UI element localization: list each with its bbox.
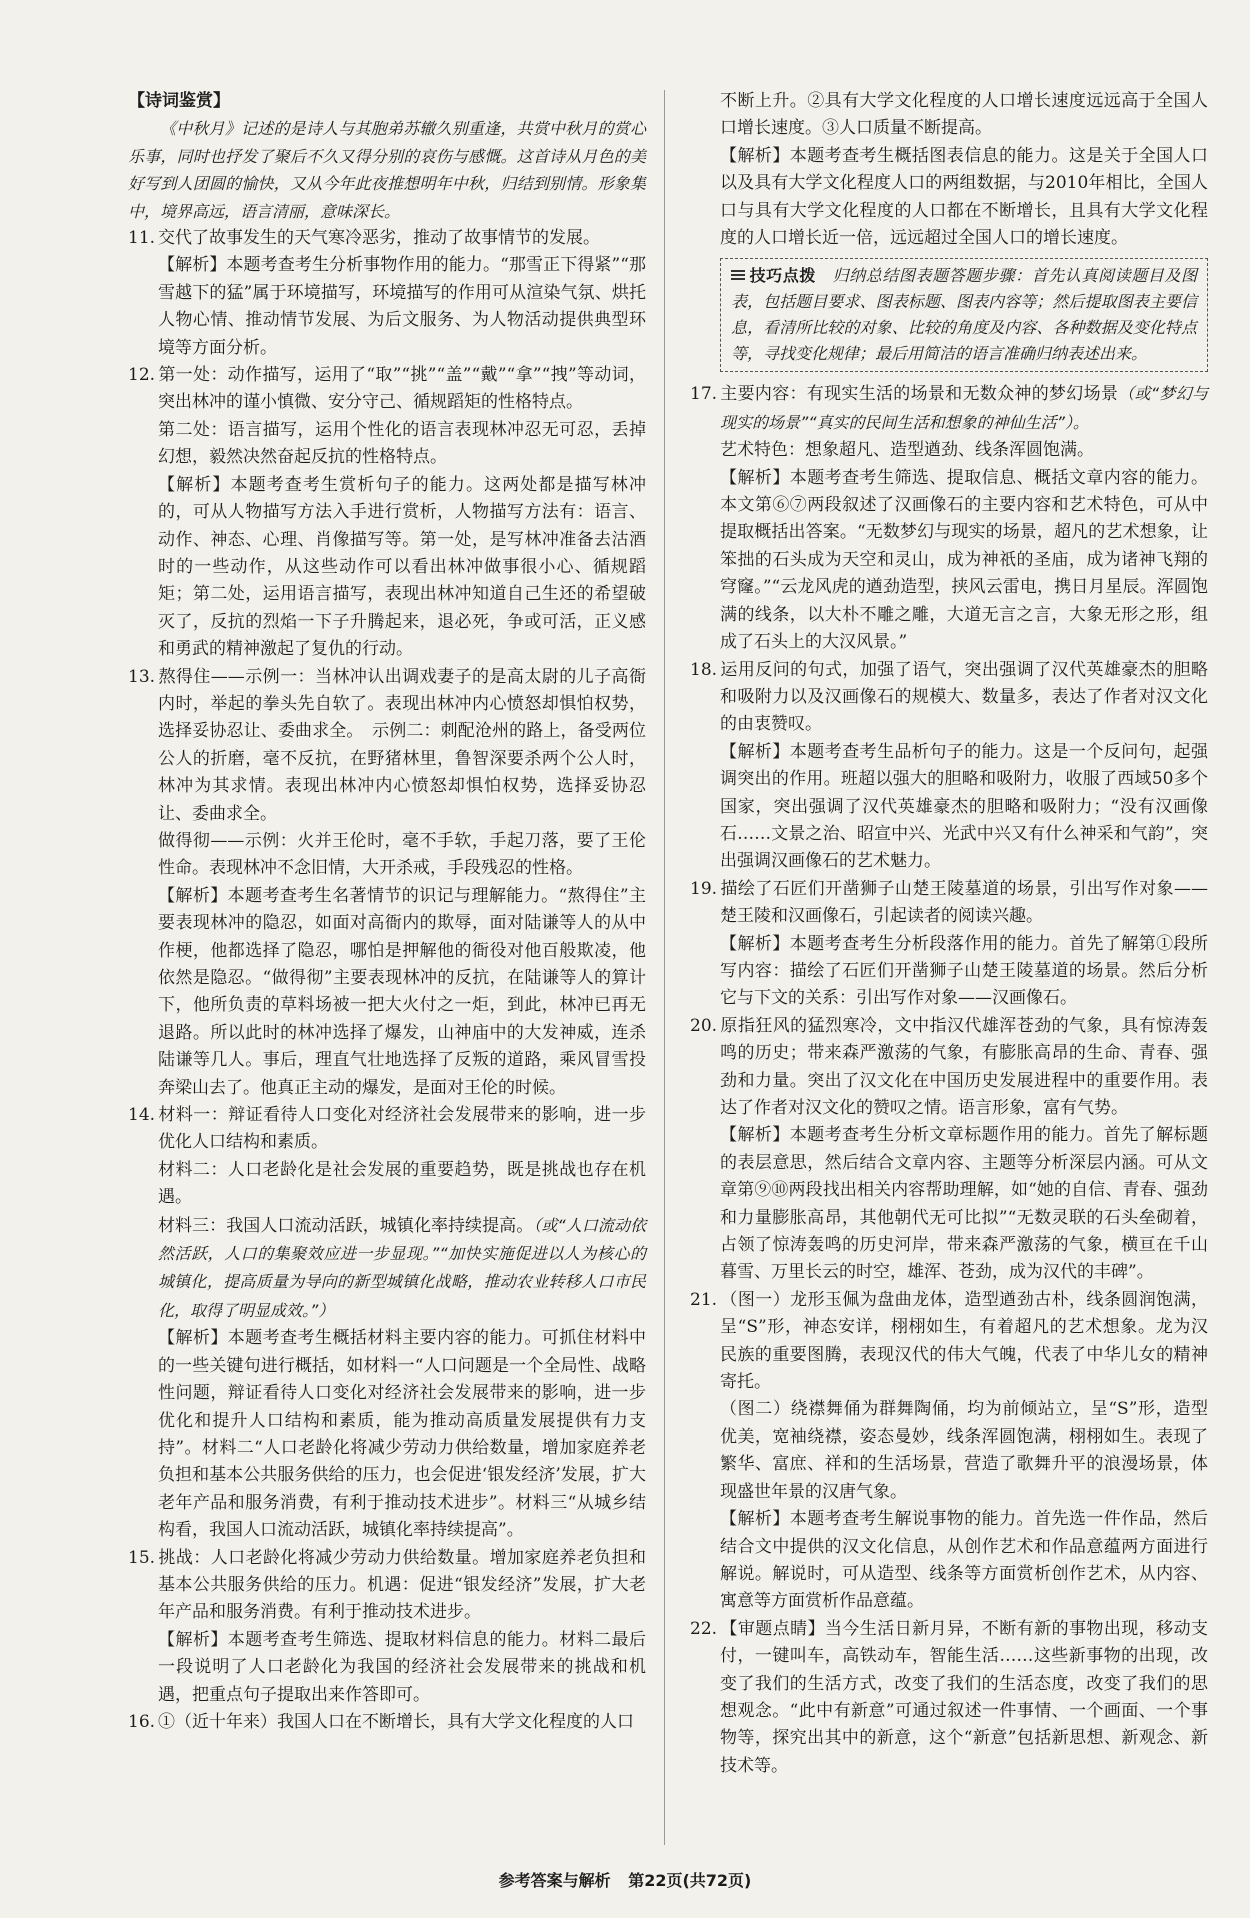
page-footer	[0, 1868, 1250, 1891]
answer-item	[128, 225, 646, 252]
answer-text: 【解析】本题考查考生名著情节的识记与理解能力。“熬得住”主要表现林冲的隐忍，如面对高衙内的欺辱，面对陆谦等人的从中作梗，他都选择了隐忍，哪怕是押解他的衙役对他百般欺凌，他依然是隐忍。“做得彻”主要表现林冲的反抗，在陆谦等人的算计下，他所负责的草料场被一把大火付之一炬，到此，林冲已再无退路。所以此时的林冲选择了爆发，山神庙中的大发神威，连杀陆谦等几人。事后，理直气壮地选择了反叛的道路，乘风冒雪投奔梁山去了。他真正主动的爆发，是面对王伦的时候。	[158, 885, 646, 1098]
answer-text: 主要内容：有现实生活的场景和无数众神的梦幻场景	[720, 384, 1119, 405]
answer-paragraph	[690, 1396, 1208, 1506]
column-divider	[664, 90, 665, 1845]
question-number: 12.	[128, 365, 156, 386]
answer-text: 不断上升。②具有大学文化程度的人口增长速度远远高于全国人口增长速度。③人口质量不断提高。	[720, 91, 1208, 139]
question-number: 15.	[128, 1547, 156, 1568]
answer-text: 【解析】本题考查考生品析句子的能力。这是一个反问句，起强调突出的作用。班超以强大的胆略和吸附力，收服了西域50多个国家，突出强调了汉代英雄豪杰的胆略和吸附力；“没有汉画像石……文景之治、昭宣中兴、光武中兴又有什么神采和气韵”，突出强调汉画像石的艺术魅力。	[720, 741, 1208, 872]
answer-paragraph	[690, 143, 1208, 253]
answer-paragraph	[690, 88, 1208, 143]
answer-paragraph	[690, 437, 1208, 464]
section-heading: 【诗词鉴赏】	[128, 91, 230, 111]
answer-text: 描绘了石匠们开凿狮子山楚王陵墓道的场景，引出写作对象——楚王陵和汉画像石，引起读者的阅读兴趣。	[720, 878, 1208, 927]
answer-text: 【解析】本题考查考生筛选、提取材料信息的能力。材料二最后一段说明了人口老龄化为我国的经济社会发展带来的挑战和机遇，把重点句子提取出来作答即可。	[158, 1629, 646, 1705]
question-number: 14.	[128, 1105, 156, 1126]
answer-text: 【解析】本题考查考生赏析句子的能力。这两处都是描写林冲的，可从人物描写方法入手进行赏析，人物描写方法有：语言、动作、神态、心理、肖像描写等。第一处，是写林冲准备去沽酒时的一些动作，从这些动作可以看出林冲做事很小心、循规蹈矩；第二处，运用语言描写，表现出林冲知道自己生还的希望破灭了，反抗的烈焰一下子升腾起来，退必死，争或可活，正义感和勇武的精神激起了复仇的行动。	[158, 474, 646, 660]
question-number: 19.	[690, 878, 718, 899]
answer-text: 【解析】本题考查考生概括材料主要内容的能力。可抓住材料中的一些关键句进行概括，如材料一“人口问题是一个全局性、战略性问题，辩证看待人口变化对经济社会发展带来的影响，进一步优化和提升人口结构和素质，能为推动高质量发展提供有力支持”。材料二“人口老龄化将减少劳动力供给数量，增加家庭养老负担和基本公共服务供给的压力，也会促进‘银发经济’发展，扩大老年产品和服务消费，有利于推动技术进步”。材料三“从城乡结构看，我国人口流动活跃，城镇化率持续提高”。	[158, 1328, 646, 1541]
poem-appreciation: 《中秋月》记述的是诗人与其胞弟苏辙久别重逢，共赏中秋月的赏心乐事，同时也抒发了聚后不久又得分别的哀伤与感慨。这首诗从月色的美好写到人团圆的愉快，又从今年此夜推想明年中秋，归结到别情。形象集中，境界高远，语言清丽，意味深长。	[128, 119, 646, 221]
answer-text: 【解析】本题考查考生分析文章标题作用的能力。首先了解标题的表层意思，然后结合文章内容、主题等分析深层内涵。可从文章第⑨⑩两段找出相关内容帮助理解，如“她的自信、青春、强劲和力量膨胀高昂，其他朝代无可比拟”“无数灵联的石头垒砌着，占领了惊涛轰鸣的历史河岸，带来森严激荡的气象，横亘在千山暮雪、万里长云的时空，雄浑、苍劲，成为汉代的丰碑”。	[720, 1125, 1208, 1283]
answer-text: 原指狂风的猛烈寒冷，文中指汉代雄浑苍劲的气象，具有惊涛轰鸣的历史；带来森严激荡的气象，有膨胀高昂的生命、青春、强劲和力量。突出了汉文化在中国历史发展进程中的重要作用。表达了作者对汉文化的赞叹之情。语言形象，富有气势。	[720, 1015, 1208, 1118]
answer-item	[690, 380, 1208, 437]
answer-text: 交代了故事发生的天气寒冷恶劣，推动了故事情节的发展。	[158, 228, 600, 249]
answer-text: 第一处：动作描写，运用了“取”“挑”“盖”“戴”“拿”“拽”等动词，突出林冲的谨小慎微、安分守己、循规蹈矩的性格特点。	[158, 365, 646, 413]
answer-paragraph	[128, 1325, 646, 1544]
answer-paragraph	[128, 1212, 646, 1326]
answer-text: 艺术特色：想象超凡、造型遒劲、线条浑圆饱满。	[720, 440, 1094, 461]
list-icon	[731, 270, 745, 282]
tip-badge: 技巧点拨	[749, 266, 833, 286]
answer-paragraph	[128, 417, 646, 472]
answer-paragraph	[128, 828, 646, 883]
answer-item	[690, 1287, 1208, 1397]
answer-paragraph	[128, 472, 646, 664]
answer-item	[690, 876, 1208, 931]
answer-item	[690, 657, 1208, 739]
answer-text: 【审题点睛】当今生活日新月异，不断有新的事物出现，移动支付，一键叫车，高铁动车，智能生活……这些新事物的出现，改变了我们的生活方式，改变了我们的生活态度，改变了我们的思想观念。“此中有新意”可通过叙述一件事情、一个画面、一个事物等，探究出其中的新意，这个“新意”包括新思想、新观念、新技术等。	[720, 1618, 1208, 1776]
footer-book-title: 参考答案与解析	[498, 1871, 611, 1890]
answer-text: （图一）龙形玉佩为盘曲龙体，造型遒劲古朴，线条圆润饱满，呈“S”形，神态安详，栩栩如生，有着超凡的艺术想象。龙为汉民族的重要图腾，表现汉代的伟大气魄，代表了中华儿女的精神寄托。	[720, 1289, 1208, 1393]
answer-item	[128, 664, 646, 828]
answer-item	[690, 1013, 1208, 1123]
question-number: 22.	[690, 1618, 718, 1639]
answer-paragraph	[690, 1122, 1208, 1286]
answer-item	[128, 1545, 646, 1627]
answer-item	[690, 1616, 1208, 1780]
answer-text: 【解析】本题考查考生分析段落作用的能力。首先了解第①段所写内容：描绘了石匠们开凿狮子山楚王陵墓道的场景。然后分析它与下文的关系：引出写作对象——汉画像石。	[720, 933, 1208, 1009]
question-number: 11.	[128, 228, 156, 249]
question-number: 18.	[690, 659, 718, 680]
tip-text: 归纳总结图表题答题步骤：首先认真阅读题目及图表，包括题目要求、图表标题、图表内容等；然后提取图表主要信息，看清所比较的对象、比较的角度及内容、各种数据及变化特点等，寻找变化规律；最后用简洁的语言准确归纳表述出来。	[731, 266, 1197, 364]
tip-box	[720, 258, 1208, 372]
right-column	[690, 88, 1208, 1780]
alternative-answer: （或“梦幻与现实的场景”“真实的民间生活和想象的神仙生活”）。	[720, 384, 1208, 432]
answer-text: 材料二：人口老龄化是社会发展的重要趋势，既是挑战也存在机遇。	[158, 1159, 646, 1208]
answer-paragraph	[690, 931, 1208, 1013]
answer-text: 【解析】本题考查考生分析事物作用的能力。“那雪正下得紧”“那雪越下的猛”属于环境描写，环境描写的作用可从渲染气氛、烘托人物心情、推动情节发展、为后文服务、为人物活动提供典型环境等方面分析。	[158, 255, 646, 358]
answer-text: 挑战：人口老龄化将减少劳动力供给数量。增加家庭养老负担和基本公共服务供给的压力。机遇：促进“银发经济”发展，扩大老年产品和服务消费。有利于推动技术进步。	[158, 1547, 646, 1623]
question-number: 21.	[690, 1289, 718, 1310]
answer-text: ①（近十年来）我国人口在不断增长，具有大学文化程度的人口	[158, 1711, 634, 1732]
answer-paragraph	[128, 1157, 646, 1212]
answer-text: 运用反问的句式，加强了语气，突出强调了汉代英雄豪杰的胆略和吸附力以及汉画像石的规模大、数量多，表达了作者对汉文化的由衷赞叹。	[720, 659, 1208, 735]
answer-paragraph	[690, 465, 1208, 657]
question-number: 20.	[690, 1015, 718, 1036]
answer-item	[128, 1709, 646, 1736]
answer-text: 【解析】本题考查考生筛选、提取信息、概括文章内容的能力。本文第⑥⑦两段叙述了汉画像石的主要内容和艺术特色，可从中提取概括出答案。“无数梦幻与现实的场景，超凡的艺术想象，让笨拙的石头成为天空和灵山，成为神祇的圣庙，成为诸神飞翔的穹窿。”“云龙风虎的遒劲造型，挟风云雷电，携日月星辰。浑圆饱满的线条，以大朴不雕之雕，大道无言之言，大象无形之形，组成了石头上的大汉风景。”	[720, 467, 1208, 653]
answer-paragraph	[128, 883, 646, 1102]
answer-text: 【解析】本题考查考生解说事物的能力。首先选一件作品，然后结合文中提供的汉文化信息，从创作艺术和作品意蕴两方面进行解说。解说时，可从造型、线条等方面赏析创作艺术，从内容、寓意等方面赏析作品意蕴。	[720, 1509, 1208, 1612]
answer-text: 第二处：语言描写，运用个性化的语言表现林冲忍无可忍，丢掉幻想，毅然决然奋起反抗的性格特点。	[158, 419, 646, 468]
answer-item	[128, 1102, 646, 1157]
answer-text: 【解析】本题考查考生概括图表信息的能力。这是关于全国人口以及具有大学文化程度人口的两组数据，与2010年相比，全国人口与具有大学文化程度的人口都在不断增长，且具有大学文化程度的人口增长近一倍，远远超过全国人口的增长速度。	[720, 145, 1208, 249]
question-number: 13.	[128, 666, 156, 687]
answer-paragraph	[690, 739, 1208, 876]
alternative-answer: （或“人口流动依然活跃，人口的集聚效应进一步显现。”“加快实施促进以人为核心的城镇化，提高质量为导向的新型城镇化战略，推动农业转移人口市民化，取得了明显成效。”）	[158, 1215, 646, 1320]
question-number: 16.	[128, 1711, 156, 1732]
answer-text: 材料一：辩证看待人口变化对经济社会发展带来的影响，进一步优化人口结构和素质。	[158, 1105, 646, 1153]
left-column	[128, 88, 646, 1736]
question-number: 17.	[690, 384, 718, 405]
answer-paragraph	[690, 1506, 1208, 1616]
answer-text: （图二）绕襟舞俑为群舞陶俑，均为前倾站立，呈“S”形，造型优美，宽袖绕襟，姿态曼妙，线条浑圆饱满，栩栩如生。表现了繁华、富庶、祥和的生活场景，营造了歌舞升平的浪漫场景，体现盛世年景的汉唐气象。	[720, 1399, 1208, 1502]
answer-text: 熬得住——示例一：当林冲认出调戏妻子的是高太尉的儿子高衙内时，举起的拳头先自软了。表现出林冲内心愤怒却惧怕权势，选择妥协忍让、委曲求全。 示例二：刺配沧州的路上，备受两位公人的折磨，毫不反抗，在野猪林里，鲁智深要杀两个公人时，林冲为其求情。表现出林冲内心愤怒却惧怕权势，选择妥协忍让、委曲求全。	[158, 666, 646, 824]
answer-paragraph	[128, 1627, 646, 1709]
answer-paragraph	[128, 252, 646, 362]
answer-text: 做得彻——示例：火并王伦时，毫不手软，手起刀落，要了王伦性命。表现林冲不念旧情，大开杀戒，手段残忍的性格。	[158, 830, 646, 879]
footer-page-number: 第22页(共72页)	[628, 1871, 752, 1890]
answer-item	[128, 362, 646, 417]
answer-text: 材料三：我国人口流动活跃，城镇化率持续提高。	[158, 1215, 534, 1236]
